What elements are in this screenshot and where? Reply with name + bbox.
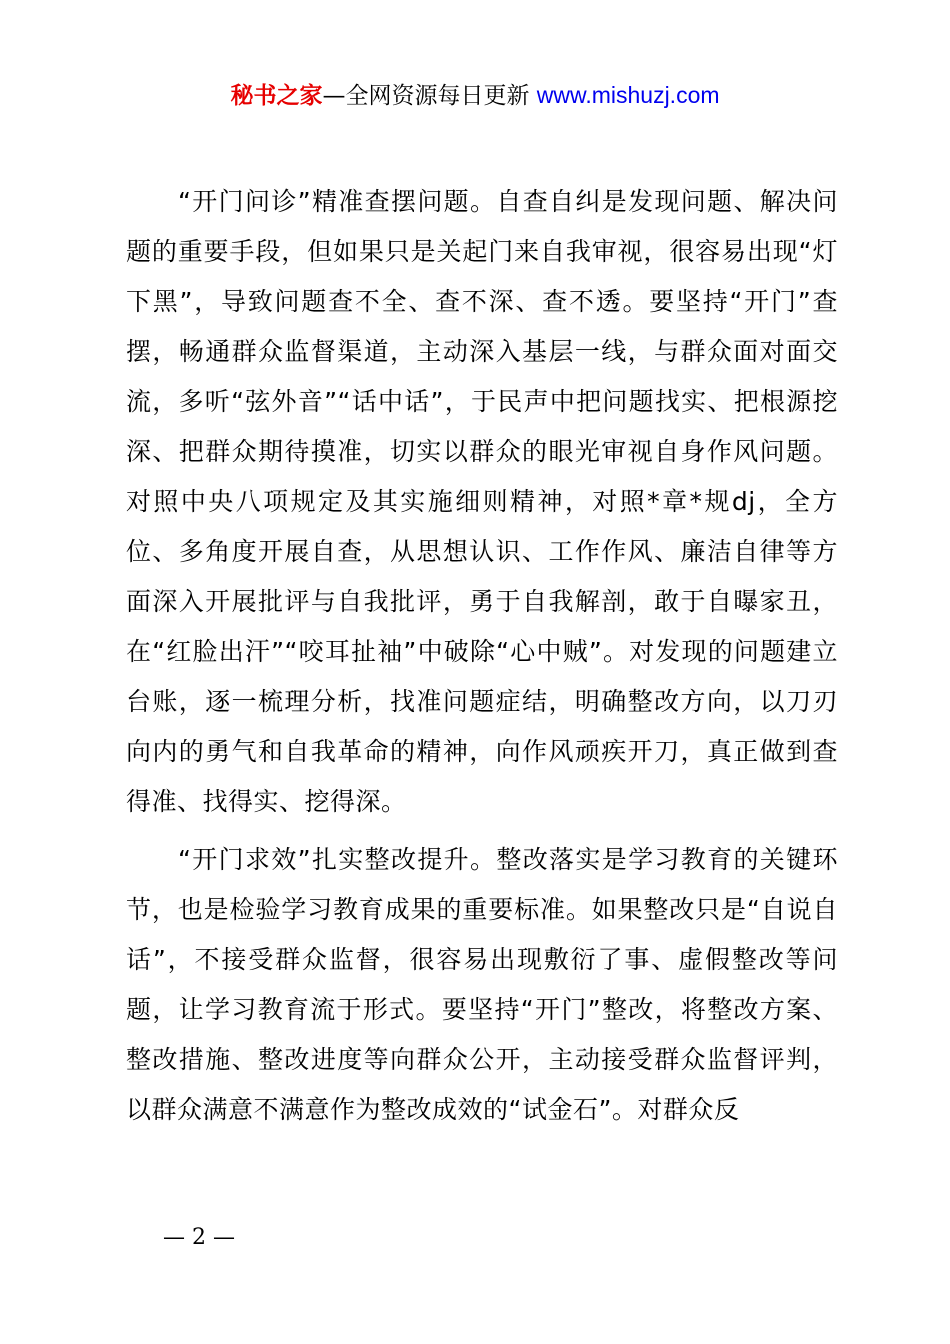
page-header <box>0 78 950 113</box>
header-slogan: —全网资源每日更新 <box>322 83 530 109</box>
paragraph-open-rectification: “开门求效”扎实整改提升。整改落实是学习教育的关键环节，也是检验学习教育成果的重要标准。如果整改只是“自说自话”，不接受群众监督，很容易出现敷衍了事、虚假整改等问题，让学习教育流于形式。要坚持“开门”整改，将整改方案、整改措施、整改进度等向群众公开，主动接受群众监督评判，以群众满意不满意作为整改成效的“试金石”。对群众反 <box>126 845 838 1124</box>
document-body <box>126 177 838 1135</box>
site-url[interactable]: www.mishuzj.com <box>536 82 720 108</box>
brand-name: 秘书之家 <box>230 83 323 109</box>
paragraph-open-diagnosis: “开门问诊”精准查摆问题。自查自纠是发现问题、解决问题的重要手段，但如果只是关起门来自我审视，很容易出现“灯下黑”，导致问题查不全、查不深、查不透。要坚持“开门”查摆，畅通群众监督渠道，主动深入基层一线，与群众面对面交流，多听“弦外音”“话中话”，于民声中把问题找实、把根源挖深、把群众期待摸准，切实以群众的眼光审视自身作风问题。对照中央八项规定及其实施细则精神，对照*章*规dj，全方位、多角度开展自查，从思想认识、工作作风、廉洁自律等方面深入开展批评与自我批评，勇于自我解剖，敢于自曝家丑，在“红脸出汗”“咬耳扯袖”中破除“心中贼”。对发现的问题建立台账，逐一梳理分析，找准问题症结，明确整改方向，以刀刃向内的勇气和自我革命的精神，向作风顽疾开刀，真正做到查得准、找得实、挖得深。 <box>126 187 838 816</box>
page-number: — 2 — <box>163 1225 235 1250</box>
